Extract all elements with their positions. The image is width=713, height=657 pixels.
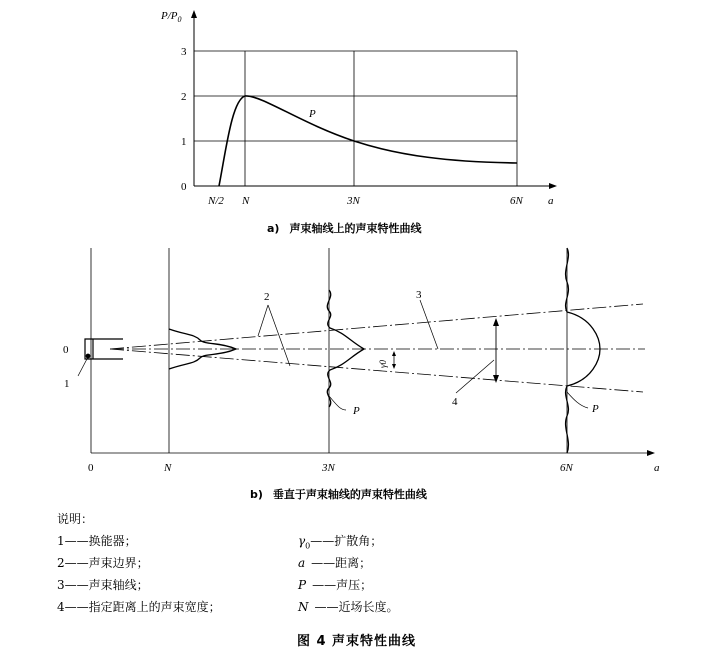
chart-b xyxy=(63,248,660,501)
pressure-label-3n: P xyxy=(353,405,360,417)
legend-item-2: 2——声束边界； xyxy=(57,556,149,570)
beam-boundary-lower xyxy=(110,349,643,392)
legend-item-3: 3——声束轴线； xyxy=(57,578,149,592)
legend-symbol-a: a ——距离； xyxy=(298,556,372,570)
chart-a-caption: a) 声束轴线上的声束特性曲线 xyxy=(267,222,422,235)
gamma-zero-label: γ0 xyxy=(378,359,388,368)
profile-at-6n xyxy=(566,248,600,453)
chart-b-x-arrow xyxy=(647,450,655,456)
divergence-angle-arrow xyxy=(392,351,396,369)
chart-a-y-tick-3: 3 xyxy=(181,46,187,58)
chart-b-zero-left: 0 xyxy=(63,344,69,356)
beam-boundary-upper xyxy=(110,304,643,349)
legend-symbol-n: N ——近场长度。 xyxy=(298,600,399,614)
chart-a-y-tick-2: 2 xyxy=(181,91,187,103)
chart-a-grid xyxy=(194,51,517,186)
legend-heading: 说明： xyxy=(57,512,94,526)
pressure-label-6n: P xyxy=(592,403,599,415)
chart-a-x-arrow xyxy=(549,183,557,189)
legend-item-4: 4——指定距离上的声束宽度； xyxy=(57,600,221,614)
chart-a-y-tick-0: 0 xyxy=(181,181,187,193)
chart-a-x-tick-6n: 6N xyxy=(510,195,523,207)
callout-2: 2 xyxy=(264,291,270,303)
chart-a-x-tick-n2: N/2 xyxy=(208,195,224,207)
chart-b-caption: b) 垂直于声束轴线的声束特性曲线 xyxy=(250,488,427,501)
chart-a-x-label: a xyxy=(548,195,554,207)
chart-a-y-arrow xyxy=(191,10,197,18)
chart-b-x-label: a xyxy=(654,462,660,474)
chart-a-y-tick-1: 1 xyxy=(181,136,187,148)
chart-a-curve-label: P xyxy=(309,108,316,120)
figure-title: 图 4 声束特性曲线 xyxy=(296,634,417,649)
chart-b-x-tick-0: 0 xyxy=(88,462,94,474)
legend-item-1: 1——换能器； xyxy=(57,534,137,548)
chart-a-x-tick-3n: 3N xyxy=(347,195,360,207)
chart-b-x-tick-6n: 6N xyxy=(560,462,573,474)
chart-b-x-tick-n: N xyxy=(164,462,172,474)
callout-1: 1 xyxy=(64,378,70,390)
beam-width-arrow xyxy=(493,318,499,383)
chart-a xyxy=(160,10,557,235)
chart-b-leaders xyxy=(78,300,588,410)
profile-at-3n xyxy=(327,290,364,407)
legend-symbol-gamma: $\gamma_0——$扩散角； xyxy=(298,534,383,551)
chart-a-x-tick-n: N xyxy=(242,195,250,207)
callout-3: 3 xyxy=(416,289,422,301)
chart-a-y-label: $P/P_0$ xyxy=(161,10,182,24)
callout-4: 4 xyxy=(452,396,458,408)
legend-symbol-p: P ——声压； xyxy=(298,578,373,592)
chart-b-x-tick-3n: 3N xyxy=(322,462,335,474)
